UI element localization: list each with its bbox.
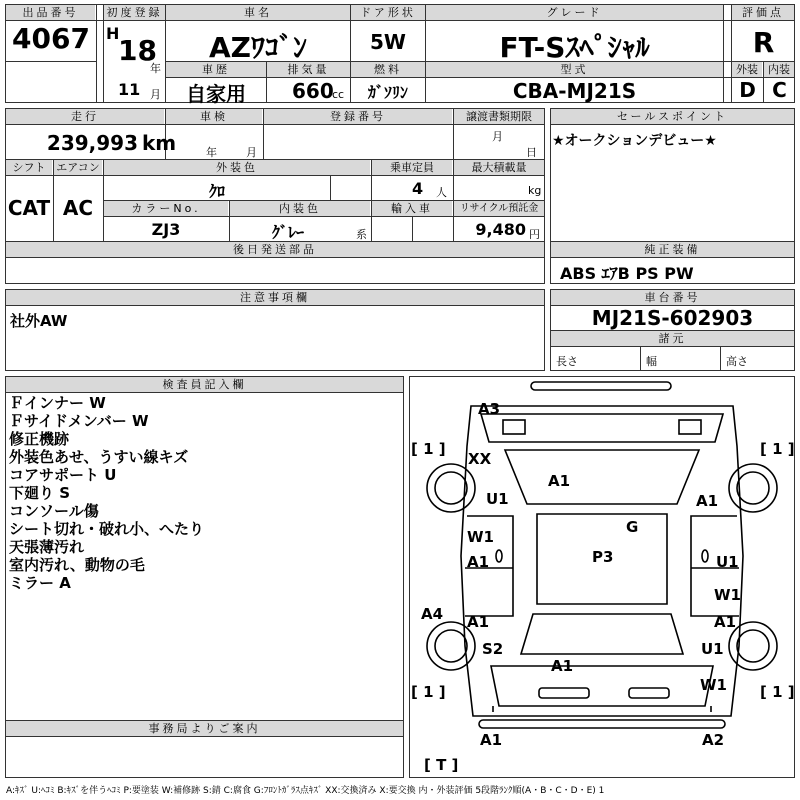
import-header: 輸入車 — [372, 201, 452, 216]
damage-legend: A:ｷｽﾞ U:ﾍｺﾐ B:ｷｽﾞを伴うﾍｺﾐ P:要塗装 W:補修跡 S:錆 C:腐食 G:ﾌﾛﾝﾄｶﾞﾗｽ点ｷｽﾞ XX:交換済み X:要交換 内・外装評価 5段階ﾗﾝｸ順(A・B・C・D・E) 1 — [6, 786, 605, 796]
divider — [371, 159, 372, 241]
aircon-header: エアコン — [54, 160, 102, 175]
rear-gate-outline — [491, 666, 713, 706]
car-name-header: 車名 — [166, 5, 350, 20]
mileage-value: 239,993 — [46, 131, 138, 155]
recycle-value: 9,480 — [475, 220, 526, 239]
first-reg-month-unit: 月 — [150, 88, 161, 101]
inspection-year-unit: 年 — [206, 146, 217, 159]
exterior-score-header: 外装 — [732, 62, 762, 77]
score-header: 評価点 — [732, 5, 794, 20]
mark-left-front-door-w: W1 — [467, 528, 494, 546]
grade: FT-Sｽﾍﾟｼｬﾙ — [499, 31, 650, 64]
divider — [5, 124, 545, 125]
inspector-line: ミラー A — [9, 574, 71, 592]
mark-rear-left-corner: [ 1 ] — [411, 683, 446, 701]
wheel-rear-left-inner — [435, 630, 467, 662]
divider — [5, 20, 795, 21]
divider — [5, 175, 545, 176]
displacement-unit: cc — [332, 88, 345, 101]
office-header: 事務局よりご案内 — [6, 721, 403, 736]
mileage-header: 走行 — [6, 109, 164, 124]
mark-right-fender: A1 — [696, 492, 719, 510]
mark-front-panel: A3 — [478, 400, 501, 418]
displacement-value: 660 — [292, 79, 334, 103]
spec-width-label: 幅 — [646, 355, 657, 368]
inspector-header: 検査員記入欄 — [6, 377, 403, 392]
first-reg-year: 18 — [118, 34, 157, 67]
inspector-line: 下廻り S — [9, 484, 71, 502]
grille-left — [503, 420, 525, 434]
fuel-header: 燃料 — [351, 62, 425, 77]
capacity-header: 乗車定員 — [372, 160, 452, 175]
mark-tow-hook: [ T ] — [424, 756, 459, 774]
mark-hood: A1 — [548, 472, 571, 490]
divider — [103, 4, 104, 103]
divider — [330, 175, 331, 200]
color-no-header: カラーNo. — [104, 201, 228, 216]
specs-header: 諸元 — [551, 331, 794, 346]
recycle-unit: 円 — [529, 228, 540, 241]
divider — [550, 124, 795, 125]
mark-right-front-door: U1 — [716, 553, 739, 571]
car-diagram — [409, 376, 795, 778]
divider — [550, 346, 795, 347]
recycle-header: リサイクル預託金 — [454, 201, 544, 216]
car-name: AZﾜｺﾞﾝ — [209, 31, 307, 64]
mark-rear-bumper-right: A2 — [702, 731, 725, 749]
exterior-color-header: 外装色 — [104, 160, 370, 175]
shift-header: シフト — [6, 160, 52, 175]
model-code: CBA-MJ21S — [512, 79, 637, 103]
lot-header: 出品番号 — [6, 5, 95, 20]
history-value: 自家用 — [186, 82, 246, 106]
model-header: 型式 — [426, 62, 723, 77]
mileage-unit: km — [142, 131, 177, 155]
wheel-front-right-inner — [737, 472, 769, 504]
grade-header: グレード — [426, 5, 723, 20]
mark-windshield: G — [626, 518, 639, 536]
rear-window-outline — [521, 614, 683, 654]
divider — [5, 159, 545, 160]
divider — [266, 61, 267, 103]
first-reg-header: 初度登録 — [104, 5, 165, 20]
interior-score-header: 内装 — [764, 62, 794, 77]
lot-number: 4067 — [12, 22, 90, 55]
divider — [640, 346, 641, 371]
sales-point-text: ★オークションデビュー★ — [552, 133, 717, 149]
equipment-value: ABS ｴｱB PS PW — [560, 264, 694, 283]
max-load-header: 最大積載量 — [454, 160, 544, 175]
shift-value: CAT — [7, 196, 51, 220]
rear-bumper-outline — [479, 720, 725, 728]
inspector-line: Ｆサイドメンバー W — [9, 412, 149, 430]
chassis-header: 車台番号 — [551, 290, 794, 305]
inspection-month-unit: 月 — [246, 146, 257, 159]
interior-color-header: 内装色 — [230, 201, 370, 216]
divider — [550, 330, 795, 331]
inspector-line: コンソール傷 — [9, 502, 99, 520]
sales-point-header: セールスポイント — [551, 109, 794, 124]
mark-front-right-corner: [ 1 ] — [760, 440, 795, 458]
mark-right-rear-quarter: W1 — [700, 676, 727, 694]
divider — [5, 257, 545, 258]
inspector-notes — [9, 394, 204, 592]
mark-rear-bumper-left: A1 — [480, 731, 503, 749]
equipment-header: 純正装備 — [551, 242, 794, 257]
mark-left-front-door-a: A1 — [467, 553, 490, 571]
mark-left-fender: U1 — [486, 490, 509, 508]
mirror-right — [702, 550, 708, 562]
aircon-value: AC — [62, 196, 94, 220]
transfer-day-unit: 日 — [526, 146, 537, 159]
door-type: 5W — [370, 30, 406, 54]
inspector-line: シート切れ・破れ小、へたり — [9, 520, 205, 538]
windshield-outline — [505, 450, 699, 504]
divider — [720, 346, 721, 371]
divider — [5, 392, 404, 393]
mark-front-left-corner: [ 1 ] — [411, 440, 446, 458]
hood-outline — [481, 414, 723, 442]
mark-left-side: A4 — [421, 605, 444, 623]
first-reg-month: 11 — [118, 80, 141, 99]
divider — [263, 108, 264, 159]
mark-rear-gate: A1 — [551, 657, 574, 675]
divider — [5, 305, 545, 306]
mirror-left — [496, 550, 502, 562]
mark-left-inner: XX — [468, 450, 492, 468]
transfer-header: 譲渡書類期限 — [454, 109, 544, 124]
inspector-line: 修正機跡 — [9, 430, 70, 448]
mark-roof: P3 — [592, 548, 614, 566]
rear-bumper-left — [539, 688, 589, 698]
rear-bumper-right — [629, 688, 669, 698]
mark-left-rear-fender: S2 — [482, 640, 504, 658]
chassis-number: MJ21S-602903 — [591, 306, 754, 330]
fuel-value: ｶﾞｿﾘﾝ — [367, 83, 408, 102]
divider — [103, 216, 545, 217]
overall-score: R — [752, 26, 775, 59]
inspection-header: 車検 — [166, 109, 262, 124]
wheel-front-left-inner — [435, 472, 467, 504]
divider — [550, 257, 795, 258]
divider — [96, 4, 97, 103]
inspector-line: Ｆインナー W — [9, 394, 106, 412]
inspector-line: 天張薄汚れ — [9, 538, 85, 556]
inspector-line: コアサポート U — [9, 466, 117, 484]
mark-right-rear-door-w: W1 — [714, 586, 741, 604]
history-header: 車歴 — [166, 62, 266, 77]
divider — [5, 736, 404, 737]
mark-left-rear-door: A1 — [467, 613, 490, 631]
inspector-line: 室内汚れ、動物の毛 — [9, 556, 145, 574]
divider — [412, 216, 413, 241]
caution-header: 注意事項欄 — [6, 290, 544, 305]
spec-length-label: 長さ — [556, 355, 578, 368]
mark-right-rear-fender: U1 — [701, 640, 724, 658]
interior-score: C — [772, 78, 787, 102]
caution-text: 社外AW — [10, 312, 68, 330]
first-reg-era: H — [106, 24, 120, 43]
capacity-value: 4 — [412, 179, 424, 198]
front-bumper-outline — [531, 382, 671, 390]
first-reg-year-unit: 年 — [150, 62, 161, 75]
wheel-rear-right-inner — [737, 630, 769, 662]
inspector-line: 外装色あせ、うすい線キズ — [9, 448, 189, 466]
exterior-score: D — [739, 78, 756, 102]
capacity-unit: 人 — [436, 186, 447, 199]
max-load-unit: kg — [528, 184, 542, 197]
grille-right — [679, 420, 701, 434]
exterior-color-value: ｸﾛ — [208, 182, 225, 201]
displacement-header: 排気量 — [267, 62, 350, 77]
mark-rear-right-corner: [ 1 ] — [760, 683, 795, 701]
interior-color-suffix: 系 — [356, 228, 367, 241]
divider — [550, 241, 795, 242]
color-no-value: ZJ3 — [151, 220, 181, 239]
door-header: ドア形状 — [351, 5, 425, 20]
transfer-month-unit: 月 — [492, 130, 503, 143]
divider — [229, 200, 230, 241]
divider — [5, 61, 96, 62]
divider — [453, 108, 454, 241]
mark-right-rear-door-a: A1 — [714, 613, 737, 631]
registration-header: 登録番号 — [264, 109, 452, 124]
spec-height-label: 高さ — [726, 355, 748, 368]
after-parts-header: 後日発送部品 — [6, 242, 544, 257]
interior-color-value: ｸﾞﾚｰ — [272, 223, 305, 242]
divider — [723, 4, 724, 103]
